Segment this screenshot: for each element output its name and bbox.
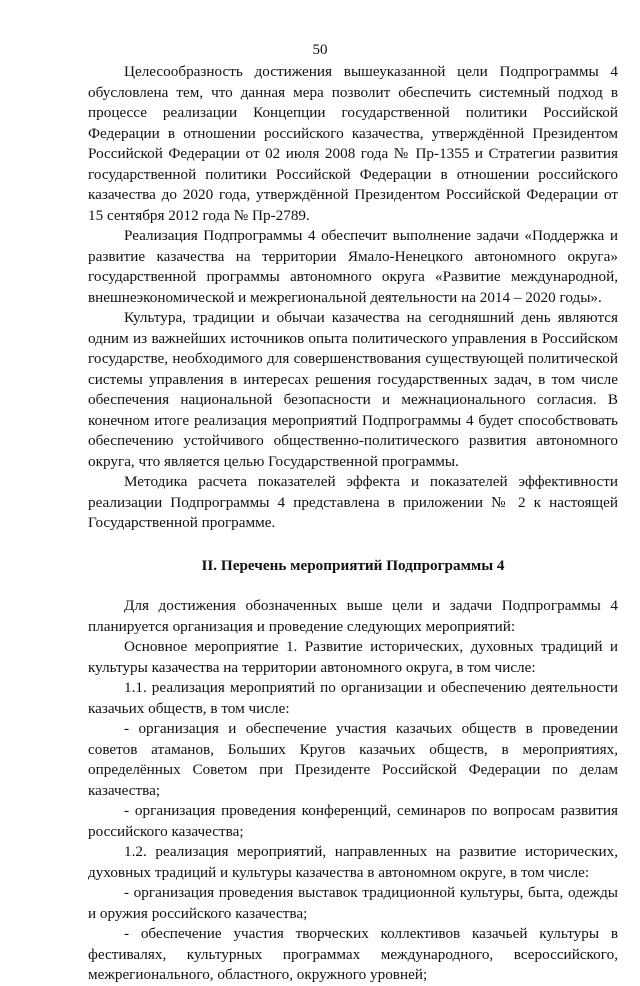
list-item: - организация проведения конференций, семинаров по вопросам развития российского казачества; xyxy=(88,802,618,840)
list-item: - организация проведения выставок традиционной культуры, быта, одежды и оружия российского казачества; xyxy=(88,884,618,922)
paragraph: Целесообразность достижения вышеуказанной цели Подпрограммы 4 обусловлена тем, что данная мера позволит обеспечить системный подход в процессе реализации Концепции государственной политики Российской Федерации в отношении российского казачества, утверждённой Президентом Российской Федерации от 02 июля 2008 года № Пр-1355 и Стратегии развития государственной политики Российской Федерации в отношении российского казачества до 2020 года, утверждённой Президентом Российской Федерации от 15 сентября 2012 года № Пр-2789. xyxy=(88,63,618,224)
list-item: - обеспечение участия творческих коллективов казачьей культуры в фестивалях, культурных программах международного, всероссийского, межрегионального, областного, окружного уровней; xyxy=(88,925,618,983)
section-heading: II. Перечень мероприятий Подпрограммы 4 xyxy=(201,556,505,574)
list-item: - организация и обеспечение участия казачьих обществ в проведении советов атаманов, Больших Кругов казачьих обществ, в мероприятиях, определённых Советом при Президенте Российской Федерации по делам казачества; xyxy=(88,720,618,799)
page-content xyxy=(88,62,618,986)
paragraph: Методика расчета показателей эффекта и показателей эффективности реализации Подпрограммы 4 представлена в приложении № 2 к настоящей Государственной программе. xyxy=(88,473,618,531)
list-item: 1.1. реализация мероприятий по организации и обеспечению деятельности казачьих обществ, в том числе: xyxy=(88,679,618,717)
paragraph: Для достижения обозначенных выше цели и задачи Подпрограммы 4 планируется организация и проведение следующих мероприятий: xyxy=(88,597,618,635)
page-number: 50 xyxy=(312,42,328,58)
paragraph: Культура, традиции и обычаи казачества на сегодняшний день являются одним из важнейших источников опыта политического управления в Российском государстве, необходимого для совершенствования существующей политической системы управления в интересах решения государственных задач, в том числе обеспечения национальной безопасности и межнационального согласия. В конечном итоге реализация мероприятий Подпрограммы 4 будет способствовать обеспечению устойчивого общественно-политического развития автономного округа, что является целью Государственной программы. xyxy=(88,309,618,470)
paragraph: Реализация Подпрограммы 4 обеспечит выполнение задачи «Поддержка и развитие казачества на территории Ямало-Ненецкого автономного округа» государственной программы автономного округа «Развитие международной, внешнеэкономической и межрегиональной деятельности на 2014 – 2020 годы». xyxy=(88,227,618,306)
paragraph: Основное мероприятие 1. Развитие исторических, духовных традиций и культуры казачества на территории автономного округа, в том числе: xyxy=(88,638,618,676)
list-item: 1.2. реализация мероприятий, направленных на развитие исторических, духовных традиций и культуры казачества в автономном округе, в том числе: xyxy=(88,843,618,881)
